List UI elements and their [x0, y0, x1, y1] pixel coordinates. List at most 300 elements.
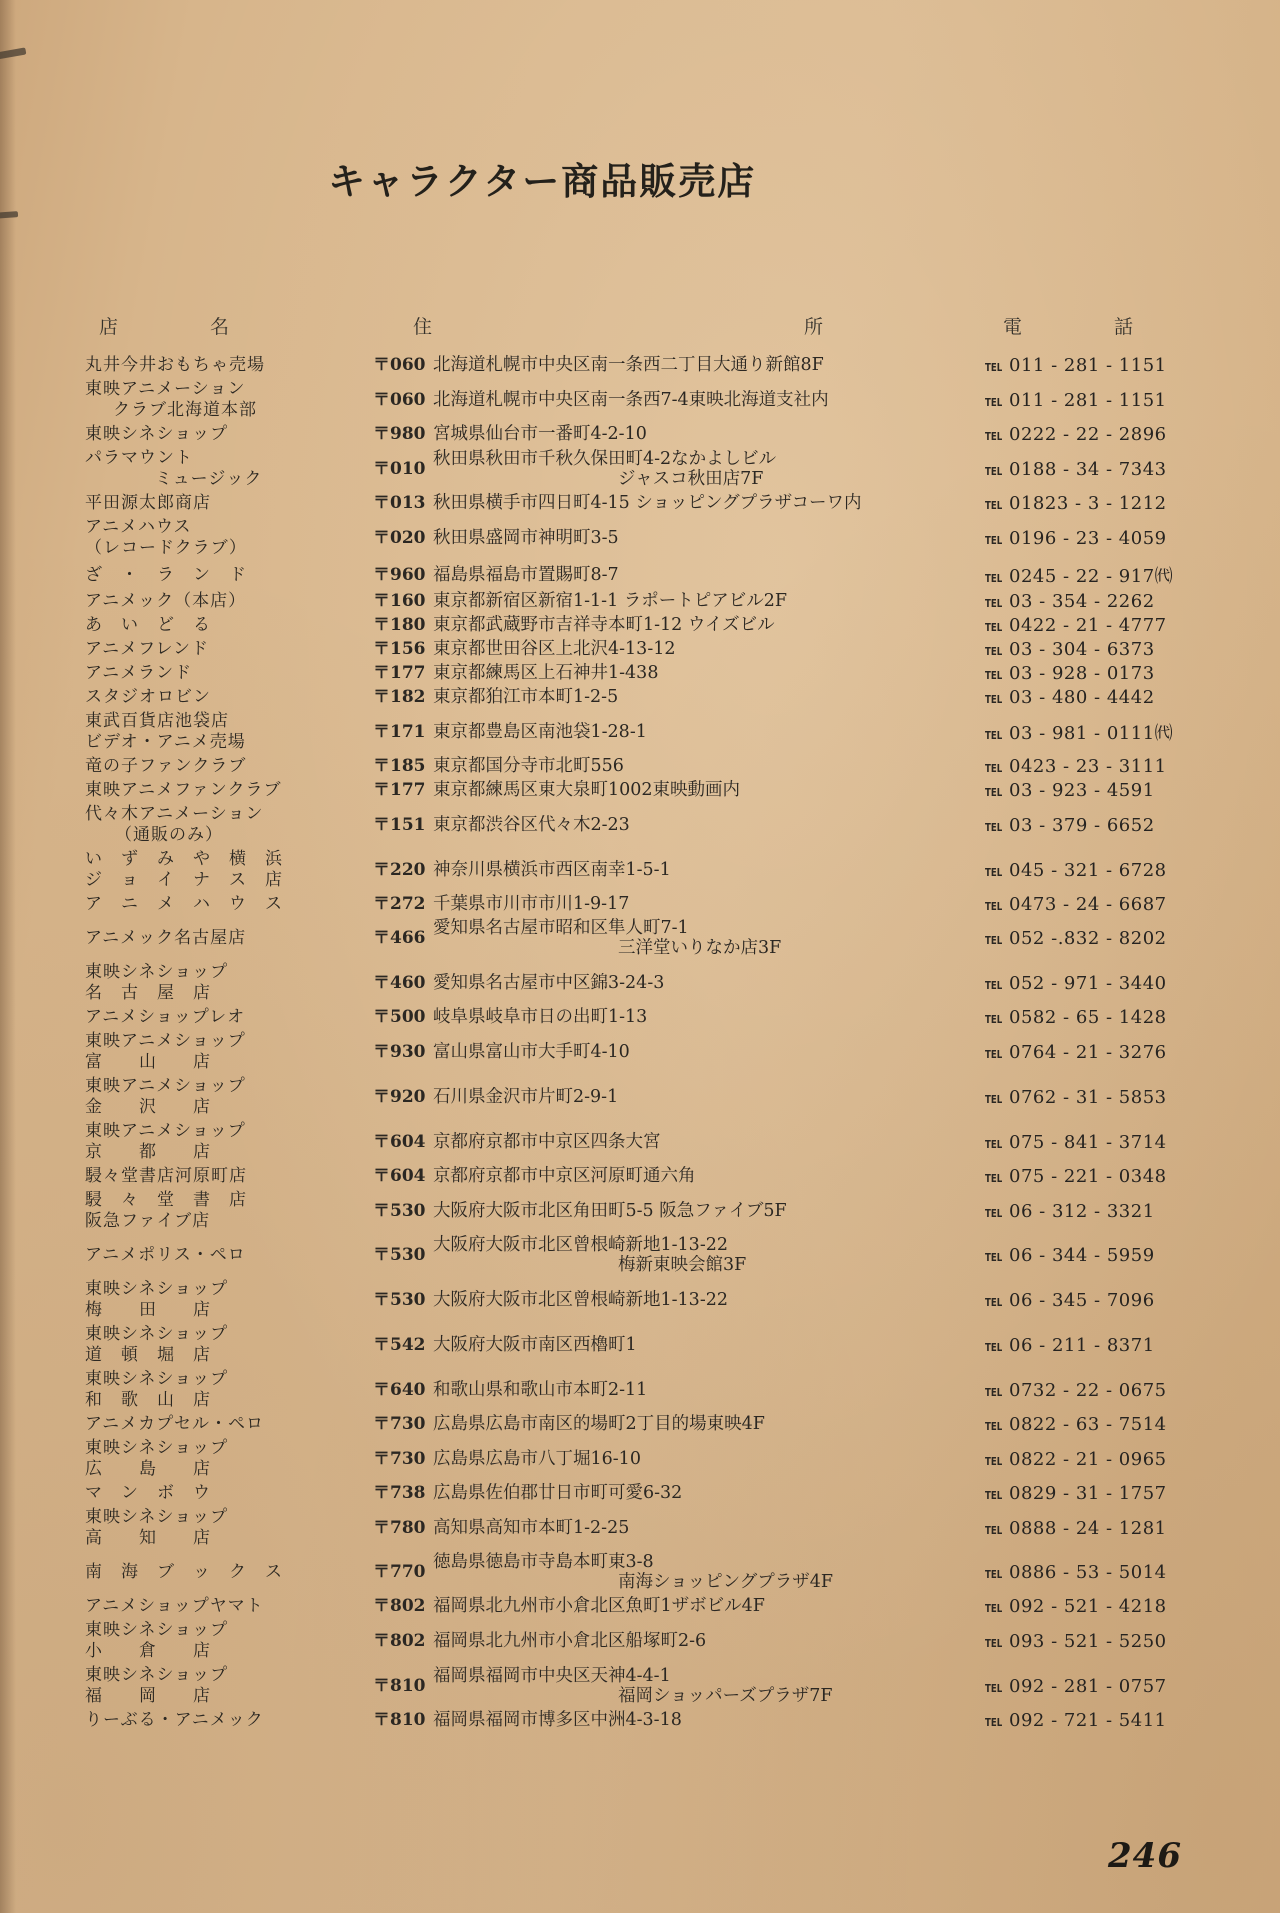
- postal-code: 〒640: [373, 1379, 426, 1400]
- tel-number: 052 -.832 - 8202: [1009, 928, 1167, 949]
- store-name: [85, 1414, 373, 1435]
- address-line: 東京都渋谷区代々木2-23: [433, 814, 630, 835]
- store-phone: [985, 719, 1220, 745]
- store-name-line: 東映シネショップ: [85, 1369, 229, 1389]
- tel-number: 0822 - 21 - 0965: [1009, 1448, 1167, 1470]
- postal-code: 〒013: [373, 493, 426, 513]
- store-address: [373, 493, 985, 514]
- tel-label: TEL: [985, 669, 1003, 682]
- store-row: [85, 448, 1220, 490]
- store-name: [85, 355, 373, 376]
- table-header: [85, 312, 1220, 339]
- store-address: [373, 1042, 985, 1063]
- tel-number: 0764 - 21 - 3276: [1009, 1041, 1167, 1063]
- store-address: [373, 355, 985, 376]
- store-name-line: 東映シネショップ: [85, 1324, 229, 1344]
- tel-label: TEL: [985, 1340, 1003, 1354]
- store-phone: [985, 1007, 1220, 1028]
- store-name-line: 東映シネショップ: [85, 424, 229, 444]
- store-row: [85, 804, 1220, 846]
- store-name: [85, 424, 373, 445]
- tel-label: TEL: [985, 1206, 1003, 1220]
- tel-number: 0732 - 22 - 0675: [1009, 1379, 1167, 1401]
- tel-number: 03 - 304 - 6373: [1009, 639, 1155, 660]
- address-line: 石川県金沢市片町2-9-1: [433, 1086, 619, 1107]
- store-row: [85, 1665, 1220, 1707]
- store-phone: [985, 1087, 1220, 1108]
- tel-number: 092 - 721 - 5411: [1009, 1710, 1167, 1731]
- store-address: [373, 973, 985, 994]
- store-name-line: パラマウント: [85, 448, 193, 468]
- tel-number: 0222 - 22 - 2896: [1009, 424, 1167, 445]
- address-lines: [433, 894, 985, 915]
- tel-label: TEL: [985, 1420, 1003, 1433]
- tel-label: TEL: [985, 762, 1003, 775]
- store-phone: [985, 390, 1220, 411]
- tel-label: TEL: [985, 1137, 1003, 1151]
- store-name-line: 東映シネショップ: [85, 1279, 229, 1299]
- store-name-line: 高 知 店: [85, 1528, 211, 1548]
- store-address: [373, 663, 985, 684]
- tel-number: 03 - 354 - 2262: [1009, 591, 1155, 612]
- store-phone: [985, 1518, 1220, 1539]
- tel-label: TEL: [985, 1454, 1003, 1468]
- address-lines: [433, 722, 985, 743]
- postal-code: 〒466: [373, 928, 426, 948]
- store-name: [85, 849, 373, 891]
- address-lines: [433, 1007, 985, 1028]
- tel-label: TEL: [985, 1385, 1003, 1399]
- postal-code: 〒182: [373, 687, 426, 707]
- store-row: [85, 687, 1220, 708]
- store-name: [85, 517, 373, 559]
- store-row: [85, 1552, 1220, 1593]
- store-address: [373, 1552, 985, 1593]
- tel-number: 093 - 521 - 5250: [1009, 1630, 1167, 1652]
- store-phone: [985, 973, 1220, 994]
- tel-number: 0829 - 31 - 1757: [1009, 1483, 1167, 1504]
- tel-label: TEL: [985, 1523, 1003, 1537]
- tel-number: 03 - 928 - 0173: [1009, 663, 1155, 684]
- postal-code: 〒530: [373, 1200, 426, 1221]
- tel-number: 06 - 345 - 7096: [1009, 1289, 1155, 1311]
- store-name-line: 平田源太郎商店: [85, 493, 211, 513]
- postal-code: 〒500: [373, 1007, 426, 1027]
- tel-label: TEL: [985, 430, 1003, 443]
- postal-code: 〒460: [373, 972, 426, 993]
- store-name-line: 金 沢 店: [85, 1097, 211, 1117]
- store-name-line: 東映アニメーション: [85, 379, 246, 399]
- postal-code: 〒802: [373, 1596, 426, 1616]
- store-row: [85, 711, 1220, 753]
- store-address: [373, 687, 985, 708]
- postal-code: 〒530: [373, 1245, 426, 1265]
- tel-label: TEL: [985, 900, 1003, 913]
- address-lines: [433, 424, 985, 445]
- store-phone: [985, 1414, 1220, 1435]
- address-lines: [433, 1335, 985, 1356]
- store-row: [85, 355, 1220, 376]
- tel-label: TEL: [985, 1047, 1003, 1061]
- store-phone: [985, 1710, 1220, 1731]
- store-name-line: ビデオ・アニメ売場: [85, 732, 246, 752]
- address-lines: [433, 1552, 985, 1593]
- address-lines: [433, 565, 985, 586]
- store-phone: [985, 1676, 1220, 1697]
- store-name-line: アニメフレンド: [85, 639, 210, 659]
- store-address: [373, 918, 985, 959]
- store-name-line: アニメポリス・ペロ: [85, 1245, 246, 1265]
- store-name-line: アニメランド: [85, 663, 193, 683]
- tel-label: TEL: [985, 1602, 1003, 1615]
- store-phone: [985, 615, 1220, 636]
- store-name-line: 丸井今井おもちゃ売場: [85, 355, 265, 375]
- store-name-line: い ず み や 横 浜: [85, 849, 283, 869]
- store-name-line: 富 山 店: [85, 1052, 211, 1072]
- tel-label: TEL: [985, 693, 1003, 706]
- tel-number: 011 - 281 - 1151: [1009, 389, 1167, 411]
- store-phone: [985, 1335, 1220, 1356]
- store-name-line: 和 歌 山 店: [85, 1390, 211, 1410]
- store-name: [85, 565, 373, 586]
- store-row: [85, 1007, 1220, 1028]
- tel-label: TEL: [985, 1092, 1003, 1106]
- address-lines: [433, 1414, 985, 1435]
- postal-code: 〒810: [373, 1710, 426, 1730]
- store-row: [85, 849, 1220, 891]
- tel-label: TEL: [985, 1636, 1003, 1650]
- store-name: [85, 1710, 373, 1731]
- tel-number: 011 - 281 - 1151: [1009, 355, 1167, 376]
- store-phone: [985, 562, 1220, 588]
- postal-code: 〒542: [373, 1334, 426, 1355]
- store-row: [85, 493, 1220, 514]
- store-row: [85, 562, 1220, 588]
- store-name-line: 駸 々 堂 書 店: [85, 1190, 247, 1210]
- store-address: [373, 1710, 985, 1731]
- postal-code: 〒604: [373, 1131, 426, 1152]
- store-row: [85, 639, 1220, 660]
- postal-code: 〒930: [373, 1041, 426, 1062]
- address-line: 大阪府大阪市北区曾根崎新地1-13-22: [433, 1235, 728, 1255]
- store-address: [373, 1518, 985, 1539]
- postal-code: 〒060: [373, 355, 426, 375]
- store-name-line: 竜の子ファンクラブ: [85, 756, 247, 776]
- store-name-line: 梅 田 店: [85, 1300, 211, 1320]
- tel-label: TEL: [985, 464, 1003, 478]
- store-name: [85, 1031, 373, 1073]
- store-address: [373, 390, 985, 411]
- address-lines: [433, 687, 985, 708]
- store-name: [85, 1369, 373, 1411]
- address-line: 東京都世田谷区上北沢4-13-12: [433, 639, 676, 659]
- tel-label: TEL: [985, 820, 1003, 834]
- tel-number: 0196 - 23 - 4059: [1009, 527, 1167, 549]
- store-name-line: 東映シネショップ: [85, 962, 229, 982]
- store-name-line: 東映アニメファンクラブ: [85, 780, 282, 800]
- address-lines: [433, 1087, 985, 1108]
- store-name: [85, 448, 373, 490]
- store-phone: [985, 1449, 1220, 1470]
- store-address: [373, 1631, 985, 1652]
- store-address: [373, 1087, 985, 1108]
- page-number: 246: [1108, 1836, 1182, 1876]
- address-line: 東京都練馬区東大泉町1002東映動画内: [433, 780, 741, 800]
- address-line: 秋田県秋田市千秋久保田町4-2なかよしビル: [433, 448, 777, 469]
- store-name: [85, 379, 373, 421]
- store-address: [373, 1449, 985, 1470]
- tel-number: 0188 - 34 - 7343: [1009, 458, 1167, 480]
- store-row: [85, 1438, 1220, 1480]
- store-name: [85, 1190, 373, 1232]
- store-row: [85, 591, 1220, 612]
- store-phone: [985, 1483, 1220, 1504]
- tel-label: TEL: [985, 1568, 1003, 1581]
- store-name-line: 東映シネショップ: [85, 1507, 229, 1527]
- store-row: [85, 1596, 1220, 1617]
- address-lines: [433, 1596, 985, 1617]
- store-name-line: 福 岡 店: [85, 1686, 211, 1706]
- page-edge-shadow: [0, 0, 16, 1913]
- column-header-address: 住 所: [413, 316, 823, 338]
- postal-code: 〒177: [373, 780, 426, 800]
- tel-label: TEL: [985, 1251, 1003, 1264]
- address-line: 東京都武蔵野市吉祥寺本町1-12 ウイズビル: [433, 615, 775, 635]
- store-row: [85, 780, 1220, 801]
- store-row: [85, 756, 1220, 777]
- tel-number: 0423 - 23 - 3111: [1009, 756, 1167, 777]
- store-name: [85, 804, 373, 846]
- store-name-line: 東映アニメショップ: [85, 1076, 246, 1096]
- tel-number: 0245 - 22 - 917㈹: [1009, 566, 1174, 587]
- store-phone: [985, 780, 1220, 801]
- store-name-line: ジ ョ イ ナ ス 店: [85, 870, 283, 890]
- tel-label: TEL: [985, 729, 1003, 742]
- store-name: [85, 1620, 373, 1662]
- tel-label: TEL: [985, 934, 1003, 947]
- store-name-line: 京 都 店: [85, 1142, 211, 1162]
- store-row: [85, 1279, 1220, 1321]
- address-line: 秋田県横手市四日町4-15 ショッピングプラザコーワ内: [433, 493, 862, 513]
- address-lines: [433, 1710, 985, 1731]
- address-line: 東京都豊島区南池袋1-28-1: [433, 721, 647, 742]
- store-name: [85, 1324, 373, 1366]
- store-row: [85, 1324, 1220, 1366]
- store-row: [85, 1620, 1220, 1662]
- address-line: 宮城県仙台市一番町4-2-10: [433, 424, 647, 444]
- store-row: [85, 379, 1220, 421]
- store-name-line: マ ン ボ ウ: [85, 1483, 211, 1503]
- store-address: [373, 1483, 985, 1504]
- postal-code: 〒770: [373, 1562, 426, 1582]
- store-name-line: 小 倉 店: [85, 1641, 211, 1661]
- postal-code: 〒810: [373, 1675, 426, 1696]
- address-line: 高知県高知市本町1-2-25: [433, 1517, 630, 1538]
- store-phone: [985, 1290, 1220, 1311]
- store-name-line: クラブ北海道本部: [113, 400, 257, 420]
- address-lines: [433, 1449, 985, 1470]
- store-name: [85, 1245, 373, 1266]
- postal-code: 〒220: [373, 859, 426, 880]
- store-name: [85, 894, 373, 915]
- address-lines: [433, 390, 985, 411]
- address-lines: [433, 1631, 985, 1652]
- address-lines: [433, 815, 985, 836]
- address-line: 大阪府大阪市北区曾根崎新地1-13-22: [433, 1289, 728, 1310]
- store-address: [373, 639, 985, 660]
- tel-label: TEL: [985, 786, 1003, 799]
- address-line: 梅新東映会館3F: [618, 1255, 747, 1275]
- store-name-line: ミュージック: [155, 469, 263, 489]
- store-name: [85, 493, 373, 514]
- postal-code: 〒530: [373, 1289, 426, 1310]
- store-phone: [985, 1201, 1220, 1222]
- store-name: [85, 639, 373, 660]
- store-row: [85, 1483, 1220, 1504]
- store-name-line: （通販のみ）: [115, 825, 223, 845]
- tel-label: TEL: [985, 1716, 1003, 1729]
- address-lines: [433, 1483, 985, 1504]
- address-line: 京都府京都市中京区河原町通六角: [433, 1166, 696, 1186]
- store-phone: [985, 424, 1220, 445]
- store-address: [373, 1380, 985, 1401]
- address-lines: [433, 449, 985, 490]
- store-row: [85, 1710, 1220, 1731]
- address-lines: [433, 493, 985, 514]
- store-address: [373, 565, 985, 586]
- tel-label: TEL: [985, 1295, 1003, 1309]
- store-name: [85, 1007, 373, 1028]
- postal-code: 〒960: [373, 564, 426, 585]
- store-name-line: （レコードクラブ）: [85, 538, 247, 558]
- tel-number: 075 - 221 - 0348: [1009, 1166, 1167, 1187]
- store-name-line: 東映アニメショップ: [85, 1121, 246, 1141]
- page-title: キャラクター商品販売店: [328, 159, 757, 203]
- tel-label: TEL: [985, 572, 1003, 585]
- store-address: [373, 615, 985, 636]
- store-address: [373, 1007, 985, 1028]
- store-name-line: 東武百貨店池袋店: [85, 711, 229, 731]
- store-name: [85, 928, 373, 949]
- store-address: [373, 449, 985, 490]
- store-name-line: 名 古 屋 店: [85, 983, 211, 1003]
- store-address: [373, 1235, 985, 1276]
- address-line: 福岡県北九州市小倉北区船塚町2-6: [433, 1630, 707, 1651]
- address-line: 福岡県福岡市博多区中洲4-3-18: [433, 1710, 682, 1730]
- column-header-phone: 電 話: [1003, 316, 1133, 338]
- postal-code: 〒171: [373, 721, 426, 742]
- tel-number: 0888 - 24 - 1281: [1009, 1517, 1167, 1539]
- store-row: [85, 424, 1220, 445]
- store-phone: [985, 639, 1220, 660]
- address-line: 福岡県福岡市中央区天神4-4-1: [433, 1665, 671, 1686]
- store-name-line: 東映アニメショップ: [85, 1031, 246, 1051]
- store-name: [85, 1507, 373, 1549]
- table-body: [85, 355, 1220, 1731]
- store-name: [85, 615, 373, 636]
- store-row: [85, 1031, 1220, 1073]
- postal-code: 〒730: [373, 1448, 426, 1469]
- store-address: [373, 1414, 985, 1435]
- tel-number: 0762 - 31 - 5853: [1009, 1086, 1167, 1108]
- store-address: [373, 528, 985, 549]
- store-row: [85, 1076, 1220, 1118]
- address-line: 福島県福島市置賜町8-7: [433, 564, 619, 585]
- postal-code: 〒980: [373, 424, 426, 444]
- store-row: [85, 918, 1220, 959]
- store-phone: [985, 355, 1220, 376]
- store-row: [85, 1507, 1220, 1549]
- store-phone: [985, 1042, 1220, 1063]
- tel-number: 01823 - 3 - 1212: [1009, 493, 1167, 514]
- address-lines: [433, 756, 985, 777]
- store-address: [373, 591, 985, 612]
- store-name: [85, 756, 373, 777]
- store-phone: [985, 1562, 1220, 1583]
- tel-number: 092 - 521 - 4218: [1009, 1596, 1167, 1617]
- tel-number: 06 - 344 - 5959: [1009, 1245, 1155, 1266]
- store-name: [85, 1562, 373, 1583]
- address-lines: [433, 1132, 985, 1153]
- tel-label: TEL: [985, 978, 1003, 992]
- store-address: [373, 780, 985, 801]
- store-name-line: アニメック（本店）: [85, 591, 247, 611]
- column-header-name: 店 名: [99, 316, 229, 338]
- address-lines: [433, 1518, 985, 1539]
- store-phone: [985, 493, 1220, 514]
- store-address: [373, 1666, 985, 1707]
- address-lines: [433, 639, 985, 660]
- tel-number: 0822 - 63 - 7514: [1009, 1414, 1167, 1435]
- store-name-line: 広 島 店: [85, 1459, 211, 1479]
- store-name-line: りーぶる・アニメック: [85, 1710, 264, 1730]
- address-lines: [433, 528, 985, 549]
- store-phone: [985, 894, 1220, 915]
- store-address: [373, 1335, 985, 1356]
- store-name-line: アニメショップレオ: [85, 1007, 246, 1027]
- store-address: [373, 860, 985, 881]
- address-line: 広島県広島市南区的場町2丁目的場東映4F: [433, 1414, 765, 1434]
- store-name: [85, 1665, 373, 1707]
- postal-code: 〒010: [373, 458, 426, 479]
- address-line: 福岡県北九州市小倉北区魚町1ザボビル4F: [433, 1596, 765, 1616]
- store-name-line: あ い ど る: [85, 615, 211, 635]
- store-phone: [985, 687, 1220, 708]
- tel-label: TEL: [985, 1172, 1003, 1185]
- store-name: [85, 1076, 373, 1118]
- tel-number: 075 - 841 - 3714: [1009, 1131, 1167, 1153]
- store-row: [85, 1414, 1220, 1435]
- store-name-line: 東映シネショップ: [85, 1620, 229, 1640]
- store-name: [85, 663, 373, 684]
- address-line: 東京都練馬区上石神井1-438: [433, 663, 659, 683]
- tel-number: 06 - 312 - 3321: [1009, 1200, 1155, 1222]
- tel-number: 03 - 981 - 0111㈹: [1009, 723, 1174, 744]
- store-phone: [985, 815, 1220, 836]
- address-line: 北海道札幌市中央区南一条西二丁目大通り新館8F: [433, 355, 824, 375]
- store-address: [373, 1290, 985, 1311]
- address-line: 東京都新宿区新宿1-1-1 ラポートピアビル2F: [433, 591, 788, 611]
- address-lines: [433, 591, 985, 612]
- tel-number: 06 - 211 - 8371: [1009, 1334, 1155, 1356]
- store-phone: [985, 756, 1220, 777]
- store-name-line: 道 頓 堀 店: [85, 1345, 211, 1365]
- store-phone: [985, 1245, 1220, 1266]
- store-row: [85, 663, 1220, 684]
- store-phone: [985, 528, 1220, 549]
- tel-number: 045 - 321 - 6728: [1009, 859, 1167, 881]
- address-line: ジャスコ秋田店7F: [618, 468, 764, 489]
